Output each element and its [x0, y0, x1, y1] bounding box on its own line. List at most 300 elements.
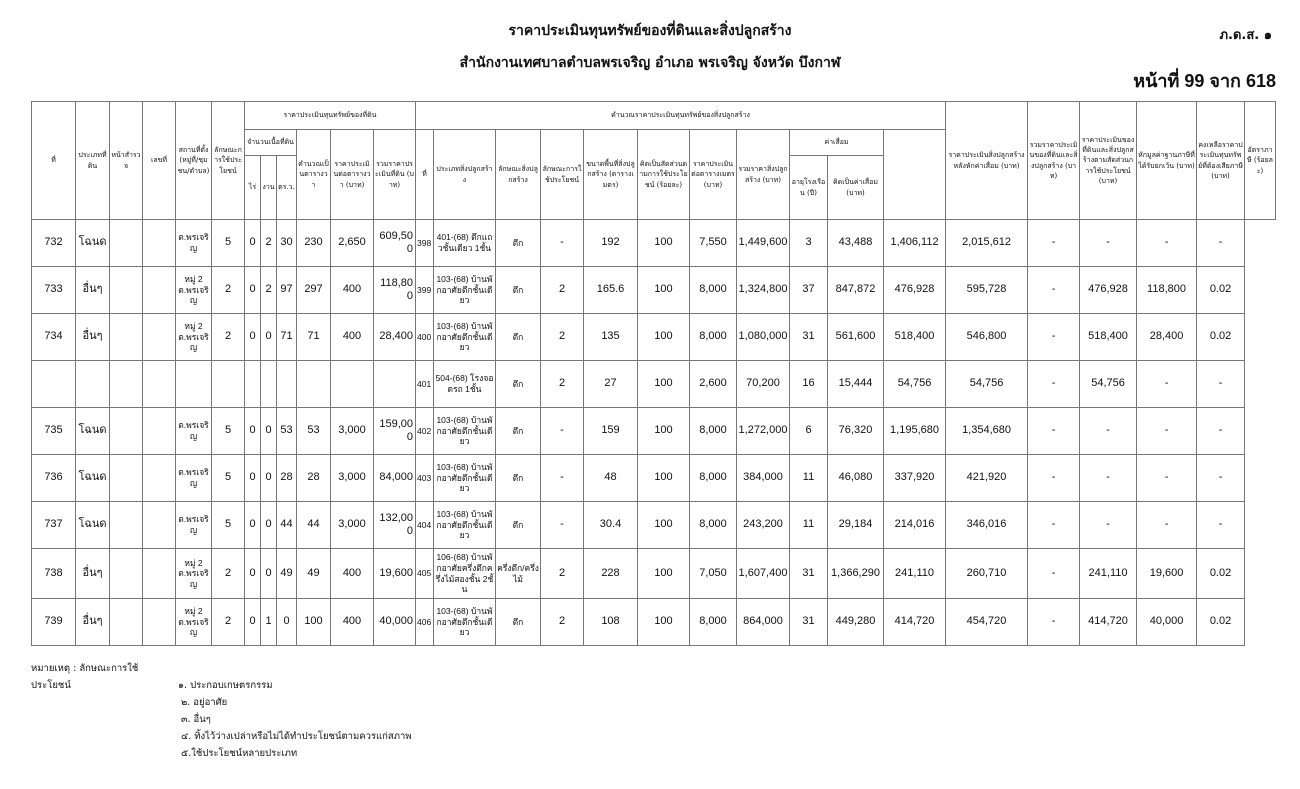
cell-building-age: 11 — [790, 455, 828, 502]
cell-building-type: 504-(68) โรงจอดรถ 1ชั้น — [434, 361, 496, 408]
cell-land-total: 132,000 — [374, 502, 416, 549]
cell-number — [143, 267, 176, 314]
cell-building-total: 70,200 — [737, 361, 790, 408]
note-item: ๑. ประกอบเกษตรกรรม — [178, 680, 273, 691]
cell-building-age: 16 — [790, 361, 828, 408]
cell-number — [143, 502, 176, 549]
cell-building-age: 31 — [790, 314, 828, 361]
cell-building-usage: 2 — [541, 267, 584, 314]
cell-grand-total: 1,354,680 — [946, 408, 1028, 455]
col-after-depr: ราคาประเมินสิ่งปลูกสร้างหลังหักค่าเสื่อม (บาท) — [946, 102, 1028, 220]
cell-remaining: 118,800 — [1137, 267, 1197, 314]
cell-exempt: - — [1080, 220, 1137, 267]
cell-ngan: 2 — [261, 267, 277, 314]
cell-building-area: 192 — [584, 220, 638, 267]
cell-after-depr: 54,756 — [884, 361, 946, 408]
cell-calc-wa: 49 — [297, 549, 331, 599]
table-row — [32, 455, 1276, 502]
cell-grand-total: 595,728 — [946, 267, 1028, 314]
col-land-total: รวมราคาประเมินที่ดิน (บาท) — [374, 130, 416, 220]
cell-price-per-m: 7,050 — [690, 549, 737, 599]
cell-land-total: 84,000 — [374, 455, 416, 502]
cell-land-total: 609,500 — [374, 220, 416, 267]
cell-building-area: 48 — [584, 455, 638, 502]
table-row — [32, 599, 1276, 646]
cell-grand-total: 2,015,612 — [946, 220, 1028, 267]
cell-usage: 2 — [212, 599, 245, 646]
cell-proportional: - — [1028, 502, 1080, 549]
cell-exempt: - — [1080, 455, 1137, 502]
cell-price-per-m: 2,600 — [690, 361, 737, 408]
col-calc-wa: คำนวณเป็นตารางวา — [297, 130, 331, 220]
cell-location: ต.พรเจริญ — [176, 502, 212, 549]
cell-usage: 5 — [212, 502, 245, 549]
cell-calc-wa: 71 — [297, 314, 331, 361]
cell-building-type: 106-(68) บ้านพักอาศัยครึ่งตึกครึ่งไม้สองชั้น 2ชั้น — [434, 549, 496, 599]
cell-number — [143, 455, 176, 502]
cell-number — [143, 361, 176, 408]
cell-rai — [245, 361, 261, 408]
cell-depreciation: 46,080 — [828, 455, 884, 502]
cell-building-age: 11 — [790, 502, 828, 549]
cell-after-depr: 1,406,112 — [884, 220, 946, 267]
cell-grand-total: 454,720 — [946, 599, 1028, 646]
cell-building-total: 864,000 — [737, 599, 790, 646]
cell-grand-total: 54,756 — [946, 361, 1028, 408]
cell-building-char: ตึก — [496, 361, 541, 408]
cell-calc-wa: 28 — [297, 455, 331, 502]
cell-land-total: 159,000 — [374, 408, 416, 455]
cell-building-pct: 100 — [638, 267, 690, 314]
cell-price-per-m: 8,000 — [690, 314, 737, 361]
group-land: ราคาประเมินทุนทรัพย์ของที่ดิน — [245, 102, 416, 130]
cell-tax-rate: - — [1197, 455, 1245, 502]
cell-price-per-wa: 400 — [331, 314, 374, 361]
cell-building-char: ตึก — [496, 455, 541, 502]
cell-survey-page — [110, 361, 143, 408]
cell-building-type: 103-(68) บ้านพักอาศัยตึกชั้นเดียว — [434, 455, 496, 502]
cell-survey-page — [110, 220, 143, 267]
col-survey-page: หน้าสำรวจ — [110, 102, 143, 220]
cell-proportional: - — [1028, 455, 1080, 502]
table-row — [32, 267, 1276, 314]
note-item: ๓. อื่นๆ — [181, 714, 211, 725]
cell-no: 732 — [32, 220, 76, 267]
cell-exempt: 241,110 — [1080, 549, 1137, 599]
cell-land-type: อื่นๆ — [76, 314, 110, 361]
cell-ngan: 0 — [261, 549, 277, 599]
cell-survey-page — [110, 502, 143, 549]
cell-building-no: 406 — [416, 599, 434, 646]
cell-tax-rate: 0.02 — [1197, 314, 1245, 361]
cell-depreciation: 76,320 — [828, 408, 884, 455]
cell-building-char: ตึก — [496, 267, 541, 314]
cell-survey-page — [110, 599, 143, 646]
cell-price-per-wa: 400 — [331, 599, 374, 646]
cell-depreciation: 1,366,290 — [828, 549, 884, 599]
table-body — [32, 220, 1276, 646]
cell-building-total: 1,324,800 — [737, 267, 790, 314]
cell-rai: 0 — [245, 314, 261, 361]
cell-no: 738 — [32, 549, 76, 599]
col-usage: ลักษณะการใช้ประโยชน์ — [212, 102, 245, 220]
col-wa: ตร.ว. — [277, 156, 297, 220]
cell-depreciation: 15,444 — [828, 361, 884, 408]
cell-price-per-m: 8,000 — [690, 408, 737, 455]
cell-building-no: 402 — [416, 408, 434, 455]
cell-building-pct: 100 — [638, 220, 690, 267]
cell-calc-wa: 100 — [297, 599, 331, 646]
cell-number — [143, 220, 176, 267]
cell-no: 734 — [32, 314, 76, 361]
cell-price-per-wa: 2,650 — [331, 220, 374, 267]
cell-remaining: 28,400 — [1137, 314, 1197, 361]
cell-survey-page — [110, 314, 143, 361]
cell-ngan — [261, 361, 277, 408]
table-row — [32, 314, 1276, 361]
col-number: เลขที่ — [143, 102, 176, 220]
cell-building-usage: 2 — [541, 549, 584, 599]
cell-survey-page — [110, 549, 143, 599]
cell-building-pct: 100 — [638, 502, 690, 549]
cell-proportional: - — [1028, 599, 1080, 646]
col-proportional: ราคาประเมินของที่ดินและสิ่งปลูกสร้างตามสัดส่วนการใช้ประโยชน์ (บาท) — [1080, 102, 1137, 220]
notes-lead: หมายเหตุ : ลักษณะการใช้ประโยชน์ — [31, 663, 139, 691]
cell-wa: 71 — [277, 314, 297, 361]
cell-number — [143, 314, 176, 361]
cell-exempt: 518,400 — [1080, 314, 1137, 361]
cell-wa: 30 — [277, 220, 297, 267]
cell-building-total: 1,272,000 — [737, 408, 790, 455]
cell-land-type: โฉนด — [76, 220, 110, 267]
cell-rai: 0 — [245, 599, 261, 646]
cell-price-per-m: 8,000 — [690, 455, 737, 502]
cell-building-char: ตึก — [496, 220, 541, 267]
col-building-usage: ลักษณะการใช้ประโยชน์ — [541, 130, 584, 220]
cell-grand-total: 260,710 — [946, 549, 1028, 599]
cell-building-type: 103-(68) บ้านพักอาศัยตึกชั้นเดียว — [434, 267, 496, 314]
cell-depreciation: 847,872 — [828, 267, 884, 314]
cell-ngan: 0 — [261, 502, 277, 549]
cell-location: ต.พรเจริญ — [176, 408, 212, 455]
cell-no — [32, 361, 76, 408]
cell-building-no: 405 — [416, 549, 434, 599]
table-row — [32, 408, 1276, 455]
cell-usage: 2 — [212, 267, 245, 314]
col-rai: ไร่ — [245, 156, 261, 220]
cell-building-age: 6 — [790, 408, 828, 455]
cell-land-type: อื่นๆ — [76, 599, 110, 646]
cell-wa: 28 — [277, 455, 297, 502]
cell-calc-wa: 53 — [297, 408, 331, 455]
note-item: ๕.ใช้ประโยชน์หลายประเภท — [181, 748, 298, 759]
cell-land-total — [374, 361, 416, 408]
cell-tax-rate: 0.02 — [1197, 599, 1245, 646]
cell-price-per-m: 8,000 — [690, 502, 737, 549]
cell-remaining: - — [1137, 455, 1197, 502]
cell-rai: 0 — [245, 502, 261, 549]
cell-rai: 0 — [245, 408, 261, 455]
cell-proportional: - — [1028, 314, 1080, 361]
col-building-area: ขนาดพื้นที่สิ่งปลูกสร้าง (ตารางเมตร) — [584, 130, 638, 220]
cell-exempt: 54,756 — [1080, 361, 1137, 408]
cell-land-type: อื่นๆ — [76, 267, 110, 314]
col-grand-total: รวมราคาประเมินของที่ดินและสิ่งปลูกสร้าง (บาท) — [1028, 102, 1080, 220]
cell-building-char: ตึก — [496, 408, 541, 455]
group-land-area: จำนวนเนื้อที่ดิน — [245, 130, 297, 156]
cell-calc-wa: 230 — [297, 220, 331, 267]
cell-after-depr: 241,110 — [884, 549, 946, 599]
cell-number — [143, 599, 176, 646]
cell-no: 739 — [32, 599, 76, 646]
cell-tax-rate: 0.02 — [1197, 267, 1245, 314]
cell-after-depr: 214,016 — [884, 502, 946, 549]
table-row — [32, 220, 1276, 267]
cell-grand-total: 421,920 — [946, 455, 1028, 502]
cell-land-total: 28,400 — [374, 314, 416, 361]
cell-building-usage: - — [541, 220, 584, 267]
cell-remaining: 19,600 — [1137, 549, 1197, 599]
cell-after-depr: 518,400 — [884, 314, 946, 361]
col-building-no: ที่ — [416, 130, 434, 220]
table-row — [32, 549, 1276, 599]
cell-after-depr: 476,928 — [884, 267, 946, 314]
cell-building-total: 1,607,400 — [737, 549, 790, 599]
cell-usage: 2 — [212, 549, 245, 599]
cell-building-age: 31 — [790, 599, 828, 646]
cell-building-area: 159 — [584, 408, 638, 455]
cell-land-total: 40,000 — [374, 599, 416, 646]
cell-ngan: 1 — [261, 599, 277, 646]
cell-depreciation: 449,280 — [828, 599, 884, 646]
cell-proportional: - — [1028, 220, 1080, 267]
cell-after-depr: 414,720 — [884, 599, 946, 646]
cell-building-area: 30.4 — [584, 502, 638, 549]
cell-price-per-m: 8,000 — [690, 267, 737, 314]
cell-proportional: - — [1028, 549, 1080, 599]
cell-building-type: 401-(68) ตึกแถวชั้นเดียว 1ชั้น — [434, 220, 496, 267]
cell-building-no: 400 — [416, 314, 434, 361]
cell-price-per-wa: 3,000 — [331, 502, 374, 549]
col-exempt: หักมูลค่าฐานภาษีที่ได้รับยกเว้น (บาท) — [1137, 102, 1197, 220]
cell-no: 735 — [32, 408, 76, 455]
cell-building-no: 403 — [416, 455, 434, 502]
cell-building-usage: 2 — [541, 599, 584, 646]
cell-building-age: 31 — [790, 549, 828, 599]
cell-exempt: - — [1080, 502, 1137, 549]
cell-building-usage: 2 — [541, 314, 584, 361]
cell-building-char: ตึก — [496, 314, 541, 361]
notes — [31, 660, 412, 762]
cell-building-char: ตึก — [496, 502, 541, 549]
col-location: สถานที่ตั้ง(หมู่ที่/ชุมชน/ตำบล) — [176, 102, 212, 220]
cell-building-usage: 2 — [541, 361, 584, 408]
cell-building-total: 1,449,600 — [737, 220, 790, 267]
cell-location — [176, 361, 212, 408]
cell-after-depr: 1,195,680 — [884, 408, 946, 455]
cell-building-pct: 100 — [638, 408, 690, 455]
col-no: ที่ — [32, 102, 76, 220]
page-title: ราคาประเมินทุนทรัพย์ของที่ดินและสิ่งปลูกสร้าง — [508, 23, 792, 39]
col-tax-rate: อัตราภาษี (ร้อยละ) — [1245, 102, 1276, 220]
cell-location: ต.พรเจริญ — [176, 455, 212, 502]
cell-building-usage: - — [541, 455, 584, 502]
cell-building-char: ตึก — [496, 599, 541, 646]
cell-land-type: โฉนด — [76, 408, 110, 455]
cell-land-total: 19,600 — [374, 549, 416, 599]
cell-building-type: 103-(68) บ้านพักอาศัยตึกชั้นเดียว — [434, 599, 496, 646]
cell-tax-rate: - — [1197, 408, 1245, 455]
page-subtitle: สำนักงานเทศบาลตำบลพรเจริญ อำเภอ พรเจริญ จังหวัด บึงกาฬ — [459, 55, 841, 71]
cell-number — [143, 549, 176, 599]
cell-building-char: ครึ่งตึก/ครึ่งไม้ — [496, 549, 541, 599]
cell-price-per-wa: 400 — [331, 549, 374, 599]
cell-price-per-wa: 3,000 — [331, 408, 374, 455]
cell-calc-wa: 297 — [297, 267, 331, 314]
cell-tax-rate: 0.02 — [1197, 549, 1245, 599]
form-code: ภ.ด.ส. ๑ — [1219, 28, 1272, 43]
cell-depreciation: 43,488 — [828, 220, 884, 267]
cell-building-area: 165.6 — [584, 267, 638, 314]
cell-building-no: 404 — [416, 502, 434, 549]
cell-price-per-m: 7,550 — [690, 220, 737, 267]
cell-building-pct: 100 — [638, 314, 690, 361]
cell-usage: 2 — [212, 314, 245, 361]
cell-price-per-wa: 3,000 — [331, 455, 374, 502]
cell-rai: 0 — [245, 220, 261, 267]
cell-building-area: 108 — [584, 599, 638, 646]
cell-location: หมู่ 2 ต.พรเจริญ — [176, 599, 212, 646]
col-building-pct: คิดเป็นสัดส่วนตามการใช้ประโยชน์ (ร้อยละ) — [638, 130, 690, 220]
cell-building-pct: 100 — [638, 549, 690, 599]
cell-land-type: โฉนด — [76, 455, 110, 502]
cell-wa: 97 — [277, 267, 297, 314]
cell-survey-page — [110, 267, 143, 314]
note-item: ๔. ทิ้งไว้ว่างเปล่าหรือไม่ได้ทำประโยชน์ตามควรแก่สภาพ — [181, 731, 412, 742]
cell-no: 736 — [32, 455, 76, 502]
cell-ngan: 2 — [261, 220, 277, 267]
cell-building-pct: 100 — [638, 455, 690, 502]
cell-grand-total: 346,016 — [946, 502, 1028, 549]
cell-tax-rate: - — [1197, 502, 1245, 549]
cell-proportional: - — [1028, 361, 1080, 408]
cell-rai: 0 — [245, 267, 261, 314]
cell-no: 733 — [32, 267, 76, 314]
cell-grand-total: 546,800 — [946, 314, 1028, 361]
cell-usage: 5 — [212, 455, 245, 502]
cell-ngan: 0 — [261, 455, 277, 502]
cell-wa: 0 — [277, 599, 297, 646]
col-remaining: คงเหลือราคาประเมินทุนทรัพย์ที่ต้องเสียภาษี (บาท) — [1197, 102, 1245, 220]
col-land-type: ประเภทที่ดิน — [76, 102, 110, 220]
cell-wa: 44 — [277, 502, 297, 549]
col-building-type: ประเภทสิ่งปลูกสร้าง — [434, 130, 496, 220]
cell-depreciation: 29,184 — [828, 502, 884, 549]
cell-survey-page — [110, 455, 143, 502]
cell-building-no: 398 — [416, 220, 434, 267]
cell-number — [143, 408, 176, 455]
table-header — [32, 102, 1276, 220]
cell-depreciation: 561,600 — [828, 314, 884, 361]
cell-exempt: 414,720 — [1080, 599, 1137, 646]
group-depreciation: ค่าเสื่อม — [790, 130, 884, 156]
table-row — [32, 502, 1276, 549]
cell-remaining: - — [1137, 361, 1197, 408]
cell-tax-rate: - — [1197, 361, 1245, 408]
cell-building-area: 135 — [584, 314, 638, 361]
cell-location: หมู่ 2 ต.พรเจริญ — [176, 314, 212, 361]
cell-rai: 0 — [245, 455, 261, 502]
table-row — [32, 361, 1276, 408]
cell-building-no: 401 — [416, 361, 434, 408]
cell-building-age: 37 — [790, 267, 828, 314]
cell-rai: 0 — [245, 549, 261, 599]
cell-remaining: 40,000 — [1137, 599, 1197, 646]
cell-usage: 5 — [212, 220, 245, 267]
col-ngan: งาน — [261, 156, 277, 220]
col-price-per-wa: ราคาประเมินต่อตารางวา (บาท) — [331, 130, 374, 220]
cell-exempt: 476,928 — [1080, 267, 1137, 314]
col-building-age: อายุโรงเรือน (ปี) — [790, 156, 828, 220]
col-building-total: รวมราคาสิ่งปลูกสร้าง (บาท) — [737, 130, 790, 220]
cell-land-type — [76, 361, 110, 408]
cell-land-total: 118,800 — [374, 267, 416, 314]
cell-building-usage: - — [541, 408, 584, 455]
group-building: คำนวณราคาประเมินทุนทรัพย์ของสิ่งปลูกสร้าง — [416, 102, 946, 130]
cell-usage — [212, 361, 245, 408]
cell-wa: 49 — [277, 549, 297, 599]
cell-proportional: - — [1028, 267, 1080, 314]
cell-location: หมู่ 2 ต.พรเจริญ — [176, 549, 212, 599]
cell-building-usage: - — [541, 502, 584, 549]
cell-building-type: 103-(68) บ้านพักอาศัยตึกชั้นเดียว — [434, 314, 496, 361]
cell-price-per-wa: 400 — [331, 267, 374, 314]
assessment-table — [31, 101, 1276, 646]
page-number: หน้าที่ 99 จาก 618 — [1133, 71, 1276, 91]
cell-building-no: 399 — [416, 267, 434, 314]
cell-building-pct: 100 — [638, 599, 690, 646]
cell-building-total: 243,200 — [737, 502, 790, 549]
cell-survey-page — [110, 408, 143, 455]
note-item: ๒. อยู่อาศัย — [181, 697, 228, 708]
cell-exempt: - — [1080, 408, 1137, 455]
cell-after-depr: 337,920 — [884, 455, 946, 502]
cell-building-pct: 100 — [638, 361, 690, 408]
cell-ngan: 0 — [261, 408, 277, 455]
cell-remaining: - — [1137, 220, 1197, 267]
col-price-per-m: ราคาประเมินต่อตารางเมตร (บาท) — [690, 130, 737, 220]
col-building-char: ลักษณะสิ่งปลูกสร้าง — [496, 130, 541, 220]
col-depreciation: คิดเป็นค่าเสื่อม (บาท) — [828, 156, 884, 220]
cell-building-total: 384,000 — [737, 455, 790, 502]
cell-building-area: 27 — [584, 361, 638, 408]
cell-wa — [277, 361, 297, 408]
cell-building-type: 103-(68) บ้านพักอาศัยตึกชั้นเดียว — [434, 502, 496, 549]
cell-tax-rate: - — [1197, 220, 1245, 267]
cell-remaining: - — [1137, 408, 1197, 455]
cell-land-type: อื่นๆ — [76, 549, 110, 599]
cell-calc-wa — [297, 361, 331, 408]
cell-location: หมู่ 2 ต.พรเจริญ — [176, 267, 212, 314]
cell-building-type: 103-(68) บ้านพักอาศัยตึกชั้นเดียว — [434, 408, 496, 455]
cell-land-type: โฉนด — [76, 502, 110, 549]
cell-no: 737 — [32, 502, 76, 549]
cell-price-per-m: 8,000 — [690, 599, 737, 646]
cell-building-area: 228 — [584, 549, 638, 599]
cell-wa: 53 — [277, 408, 297, 455]
cell-building-age: 3 — [790, 220, 828, 267]
cell-ngan: 0 — [261, 314, 277, 361]
